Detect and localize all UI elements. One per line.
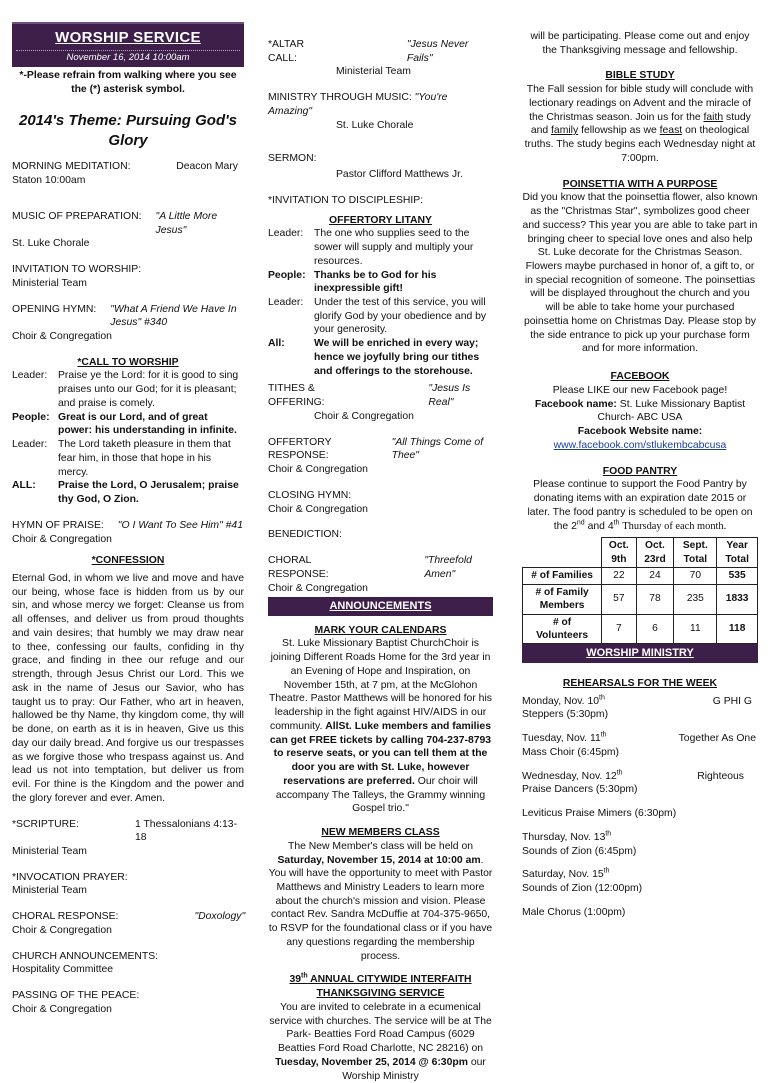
- new-members-b: . You will have the opportunity to meet with Pastor Matthews and Ministry Leaders to learn more about the church's mission and vision. Please contact Rev. Sandra McDuffie at 704-375-9650, to RSVP for the foundational class or if you have any questions regarding the membership process.: [268, 854, 493, 962]
- rehearsal-group: Sounds of Zion (6:45pm): [522, 845, 637, 857]
- call-line: [12, 411, 244, 438]
- hymn-praise-song: "O I Want To See Him" #41: [117, 519, 243, 531]
- choral-by: Choir & Congregation: [12, 924, 112, 936]
- table-cell: 118: [717, 614, 758, 644]
- rehearsal-sup: th: [599, 694, 605, 702]
- rehearsal-day: Leviticus Praise Mimers (6:30pm): [522, 808, 677, 820]
- music-prep-label: MUSIC OF PREPARATION:: [12, 210, 142, 222]
- thanksgiving-title: [268, 973, 493, 1000]
- opening-song: "What A Friend We Have In Jesus" #340: [110, 303, 237, 329]
- scripture-ref: 1 Thessalonians 4:13-18: [134, 818, 238, 844]
- rehearsal-day: Thursday, Nov. 13: [522, 831, 606, 843]
- call-speaker: Leader:: [12, 370, 48, 382]
- calendars-tail: Our choir will accompany The Talleys, the Grammy winning Gospel trio.": [275, 775, 486, 815]
- thanks-a: You are invited to celebrate in a ecumenical service with churches. The service will be at The Park- Beatties Ford Road Campus (6029 Beatties Ford Road Charlotte, NC 28216) on: [269, 1001, 492, 1055]
- rehearsal-day: Wednesday, Nov. 12: [522, 770, 617, 782]
- choral2-song: "Threefold Amen": [424, 555, 472, 580]
- peace-by: Choir & Congregation: [12, 1003, 112, 1015]
- list-item: [522, 807, 758, 821]
- column-middle: [268, 38, 493, 1083]
- closing-hymn: [268, 489, 493, 516]
- rehearsal-right: Righteous: [697, 770, 744, 782]
- off-resp-by: Choir & Congregation: [268, 464, 368, 476]
- rehearsal-right: Together As One: [678, 733, 756, 745]
- litany-speaker: All:: [268, 338, 285, 350]
- new-members-a: The New Member's class will be held on: [287, 840, 474, 852]
- call-speaker: ALL:: [12, 480, 36, 492]
- choral-label: CHORAL RESPONSE:: [12, 911, 119, 923]
- facebook-name-line: [522, 398, 758, 425]
- call-speaker: Leader:: [12, 439, 48, 451]
- tithes-label: TITHES & OFFERING:: [268, 383, 325, 409]
- music-prep-by: St. Luke Chorale: [12, 238, 90, 250]
- call-text: The Lord taketh pleasure in them that fear him, in those that hope in his mercy.: [58, 439, 231, 478]
- opening-by: Choir & Congregation: [12, 331, 112, 342]
- table-cell: # of Families: [523, 568, 602, 584]
- facebook-name-label: Facebook name:: [534, 398, 617, 410]
- choral2-label: CHORAL RESPONSE:: [268, 555, 329, 580]
- invitation-label: INVITATION TO WORSHIP:: [12, 264, 142, 276]
- litany-text: We will be enriched in every way; hence we joyfully bring our tithes and offerings to the storehouse.: [314, 338, 480, 377]
- facebook-url-link[interactable]: www.facebook.com/stlukembcabcusa: [553, 439, 727, 451]
- sermon-label: SERMON:: [268, 153, 317, 165]
- ministry-music-song: "You're Amazing": [268, 92, 448, 117]
- table-header-cell: [523, 538, 602, 568]
- ministry-through-music: [268, 91, 493, 132]
- rehearsals-title: REHEARSALS FOR THE WEEK: [562, 677, 718, 689]
- litany-text: Thanks be to God for his inexpressible gift!: [314, 269, 437, 295]
- column-right: [522, 30, 758, 919]
- table-row: [523, 584, 758, 614]
- scripture-by: Ministerial Team: [12, 845, 87, 857]
- pantry-b: Thursday of each month.: [622, 520, 727, 532]
- choral2-by: Choir & Congregation: [268, 582, 368, 594]
- table-cell: 235: [674, 584, 717, 614]
- rehearsal-group: Steppers (5:30pm): [522, 709, 609, 721]
- calendars-body: [268, 637, 493, 816]
- table-cell: 24: [636, 568, 674, 584]
- hymn-praise-by: Choir & Congregation: [12, 533, 112, 545]
- thanks-b: our Worship Ministry: [342, 1056, 486, 1082]
- thanks-title-text: ANNUAL CITYWIDE INTERFAITH THANKSGIVING SERVICE: [310, 974, 472, 1000]
- thanksgiving-continued: will be participating. Please come out and enjoy the Thanksgiving message and fellowship.: [530, 31, 750, 56]
- facebook-title: FACEBOOK: [610, 371, 670, 383]
- litany-line: [268, 337, 493, 378]
- litany-speaker: People:: [268, 269, 306, 281]
- rehearsal-group: Mass Choir (6:45pm): [522, 746, 620, 758]
- opening-label: OPENING HYMN:: [12, 303, 97, 315]
- offertory-litany-title: OFFERTORY LITANY: [329, 214, 432, 226]
- tithes-song: "Jesus Is Real": [428, 383, 471, 409]
- table-cell: 6: [636, 614, 674, 644]
- invocation-by: Ministerial Team: [12, 885, 87, 897]
- table-header-cell: Oct. 9th: [602, 538, 636, 568]
- bible-feast: feast: [659, 125, 683, 137]
- new-members-body: [268, 840, 493, 964]
- call-line: [12, 438, 244, 479]
- scripture-label: *SCRIPTURE:: [12, 818, 79, 830]
- rehearsal-group: Sounds of Zion (12:00pm): [522, 883, 643, 894]
- off-resp-label: OFFERTORY RESPONSE:: [268, 436, 332, 462]
- choral-response-2: [268, 554, 493, 595]
- table-cell: 57: [602, 584, 636, 614]
- rehearsal-sup: th: [600, 731, 607, 739]
- new-members-bold: Saturday, November 15, 2014 at 10:00 am: [277, 854, 481, 866]
- rehearsal-day: Monday, Nov. 10: [522, 695, 600, 707]
- closing-by: Choir & Congregation: [268, 503, 368, 515]
- litany-speaker: Leader:: [268, 228, 304, 240]
- altar-call: [268, 38, 493, 79]
- bible-a: The Fall session for bible study will conclude with lectionary readings on Advent and the miracle of the Christmas season. Join us for the: [526, 84, 754, 123]
- table-cell: 22: [602, 568, 636, 584]
- ministry-music-label: MINISTRY THROUGH MUSIC:: [268, 92, 412, 104]
- page-title: WORSHIP SERVICE: [55, 29, 201, 46]
- list-item: [522, 831, 758, 858]
- scripture: [12, 818, 244, 859]
- table-cell: 535: [717, 568, 758, 584]
- announcements-bar: ANNOUNCEMENTS: [268, 597, 493, 616]
- rehearsal-day: Tuesday, Nov. 11: [522, 733, 601, 745]
- list-item: [522, 906, 758, 920]
- opening-hymn: [12, 303, 244, 344]
- litany-line: [268, 296, 493, 337]
- litany-line: [268, 227, 493, 268]
- bible-m: study and: [530, 111, 751, 137]
- benediction-label: BENEDICTION:: [268, 529, 342, 541]
- call-to-worship: [12, 369, 244, 506]
- table-row: [523, 614, 758, 644]
- table-cell: 70: [674, 568, 717, 584]
- calendars-bold: AllSt. Luke members and families can get FREE tickets by calling 704-237-8793 to reserve seats, or you can tell them at the door you are with St. Luke, however reservations are preferred.: [269, 720, 492, 787]
- sermon-by: Pastor Clifford Matthews Jr.: [336, 169, 463, 181]
- confession-text: Eternal God, in whom we live and move and have our being, whose face is hidden from us by our sin, and whose mercy we forget: Cleanse us from all offenses, and deliver us from proud thoughts and vain desires; that humbly we may draw near to thee, confessing our faults, confiding in thy grace, and finding in thee our refuge and our strength, through Jesus Christ our Lord. This we ask in the name of Jesus our Savior, who has taught us to pray: Our Father, who art in heaven, hallowed be thy Name, thy kingdom come, thy will be done, on earth as it is in heaven, Give us this day our daily bread. And forgive us our trespasses as we forgive those who trespass against us. And lead us not into temptation, but deliver us from evil. For thine is the Kingdom and the power and the glory forever and ever. Amen.: [12, 573, 244, 804]
- confession-title: *CONFESSION: [91, 555, 165, 567]
- poinsettia-title: POINSETTIA WITH A PURPOSE: [562, 178, 718, 190]
- litany-text: The one who supplies seed to the sower will supply and multiply your resources.: [314, 228, 474, 267]
- refrain-note: *-Please refrain from walking where you see the (*) asterisk symbol.: [19, 70, 237, 96]
- litany-speaker: Leader:: [268, 297, 304, 309]
- new-members-title: NEW MEMBERS CLASS: [321, 827, 440, 839]
- list-item: [522, 695, 758, 722]
- bible-faith: faith: [703, 111, 724, 123]
- litany-text: Under the test of this service, you will glorify God by your obedience and by your generosity.: [314, 297, 487, 336]
- meditation-sub: Staton 10:00am: [12, 175, 86, 187]
- pantry-a: Please continue to support the Food Pantry by donating items with an expiration date 2015 or later. The food pantry is scheduled to be open on the: [527, 479, 753, 532]
- music-of-preparation: [12, 210, 244, 251]
- discipleship-label: *INVITATION TO DISCIPLESHIP:: [268, 194, 424, 206]
- invitation-to-worship: [12, 263, 244, 290]
- call-line: [12, 479, 244, 506]
- table-cell: # of Family Members: [523, 584, 602, 614]
- closing-label: CLOSING HYMN:: [268, 489, 352, 501]
- table-header-row: [523, 538, 758, 568]
- table-cell: 11: [674, 614, 717, 644]
- worship-ministry-bar: WORSHIP MINISTRY: [522, 644, 758, 663]
- altar-by: Ministerial Team: [336, 66, 411, 78]
- worship-service-banner: [12, 22, 244, 67]
- hymn-of-praise: [12, 519, 244, 546]
- food-pantry-title: FOOD PANTRY: [602, 465, 678, 477]
- thanks-num: 39: [289, 974, 301, 986]
- facebook-like: Please LIKE our new Facebook page!: [552, 384, 728, 396]
- thanksgiving-body: [268, 1001, 493, 1083]
- music-prep-song: "A Little More Jesus": [155, 210, 218, 236]
- rehearsal-list: [522, 695, 758, 920]
- call-text: Great is our Lord, and of great power: his understanding in infinite.: [58, 411, 237, 437]
- invitation-by: Ministerial Team: [12, 277, 87, 289]
- call-speaker: People:: [12, 411, 50, 423]
- list-item: [522, 732, 758, 759]
- invocation-prayer: [12, 871, 244, 898]
- invocation-label: *INVOCATION PRAYER:: [12, 871, 128, 883]
- meditation-label: MORNING MEDITATION:: [12, 161, 131, 173]
- morning-meditation: [12, 160, 244, 187]
- altar-song: "Jesus Never Fails": [406, 39, 469, 64]
- ministry-music-by: St. Luke Chorale: [336, 119, 414, 131]
- rehearsal-day: Male Chorus (1:00pm): [522, 906, 626, 918]
- rehearsal-sup: th: [605, 830, 612, 838]
- rehearsal-sup: th: [603, 867, 610, 875]
- bible-study-body: [522, 83, 758, 165]
- altar-label: *ALTAR CALL:: [268, 39, 304, 64]
- choral-song: "Doxology": [194, 911, 246, 923]
- church-announcements: [12, 950, 244, 977]
- bible-b: on theological truths. The study begins each Wednesday night at 7:00pm.: [524, 125, 756, 164]
- pantry-n1: 2: [571, 520, 577, 532]
- pantry-n2: 4: [607, 520, 614, 532]
- pantry-s1: nd: [576, 519, 585, 527]
- passing-of-peace: [12, 989, 244, 1016]
- call-text: Praise the Lord, O Jerusalem; praise thy God, O Zion.: [58, 480, 239, 506]
- announce-label: CHURCH ANNOUNCEMENTS:: [12, 950, 159, 962]
- table-cell: 78: [636, 584, 674, 614]
- offertory-response: [268, 436, 493, 477]
- meditation-leader: Deacon Mary: [176, 161, 238, 173]
- bible-m2: fellowship as we: [581, 125, 657, 137]
- pantry-and: and: [587, 520, 605, 532]
- list-item: [522, 868, 758, 895]
- offertory-litany: [268, 227, 493, 378]
- tithes-by: Choir & Congregation: [314, 410, 414, 422]
- call-line: [12, 369, 244, 410]
- tithes-offering: [268, 382, 493, 423]
- peace-label: PASSING OF THE PEACE:: [12, 990, 140, 1002]
- facebook-site-label: Facebook Website name:: [577, 426, 703, 438]
- pantry-s2: th: [613, 519, 620, 527]
- table-header-cell: Sept. Total: [674, 538, 717, 568]
- table-cell: 1833: [717, 584, 758, 614]
- theme-heading: 2014's Theme: Pursuing God's Glory: [18, 111, 238, 149]
- rehearsal-day: Saturday, Nov. 15: [522, 869, 604, 881]
- call-text: Praise ye the Lord: for it is good to sing praises unto our God; for it is pleasant; and praise is comely.: [58, 370, 239, 409]
- table-cell: # of Volunteers: [523, 614, 602, 644]
- table-header-cell: Oct. 23rd: [636, 538, 674, 568]
- sermon: [268, 152, 493, 181]
- column-left: [12, 22, 244, 1017]
- food-pantry-table: [522, 537, 758, 644]
- calendars-title: MARK YOUR CALENDARS: [314, 624, 447, 636]
- thanks-sup: th: [301, 972, 308, 980]
- rehearsal-right: G PHI G: [712, 695, 752, 707]
- list-item: [522, 770, 758, 797]
- service-date: November 16, 2014 10:00am: [16, 50, 240, 65]
- thanks-bold: Tuesday, November 25, 2014 @ 6:30pm: [275, 1056, 468, 1068]
- bible-family: family: [551, 125, 579, 137]
- litany-line: [268, 269, 493, 296]
- bible-study-title: BIBLE STUDY: [605, 70, 675, 82]
- table-cell: 7: [602, 614, 636, 644]
- calendars-text: St. Luke Missionary Baptist ChurchChoir is joining Different Roads Home for the 3rd year in an Evening of Hope and Inspiration, on November 15th, at 7 pm, at the McGlohon Theatre. Pastor Matthews will be honored for his leadership in the fight against HIV/AIDS in our community.: [269, 638, 492, 732]
- hymn-praise-label: HYMN OF PRAISE:: [12, 519, 104, 531]
- table-header-cell: Year Total: [717, 538, 758, 568]
- rehearsal-sup: th: [616, 769, 623, 777]
- announce-by: Hospitality Committee: [12, 964, 114, 976]
- rehearsal-group: Praise Dancers (5:30pm): [522, 784, 638, 796]
- food-pantry-body: [522, 478, 758, 533]
- table-row: [523, 568, 758, 584]
- off-resp-song: "All Things Come of Thee": [391, 436, 484, 462]
- facebook-name: St. Luke Missionary Baptist Church- ABC USA: [597, 398, 746, 424]
- poinsettia-text: Did you know that the poinsettia flower, also known as the "Christmas Star", symbolizes good cheer and success? This year you are able to take part in bringing cheer to special love ones and also help St. Luke decorate for the Christmas Season. Flowers maybe purchased in honor of, a gift to, or in special recognition of someone. The poinsettias will be displayed throughout the church and you will be able to take home your purchased poinsettia home on Christmas Day. Please stop by the side entrance to pick up your purchase form and for more information.: [522, 192, 758, 355]
- choral-response: [12, 910, 244, 937]
- call-to-worship-title: *CALL TO WORSHIP: [77, 356, 179, 368]
